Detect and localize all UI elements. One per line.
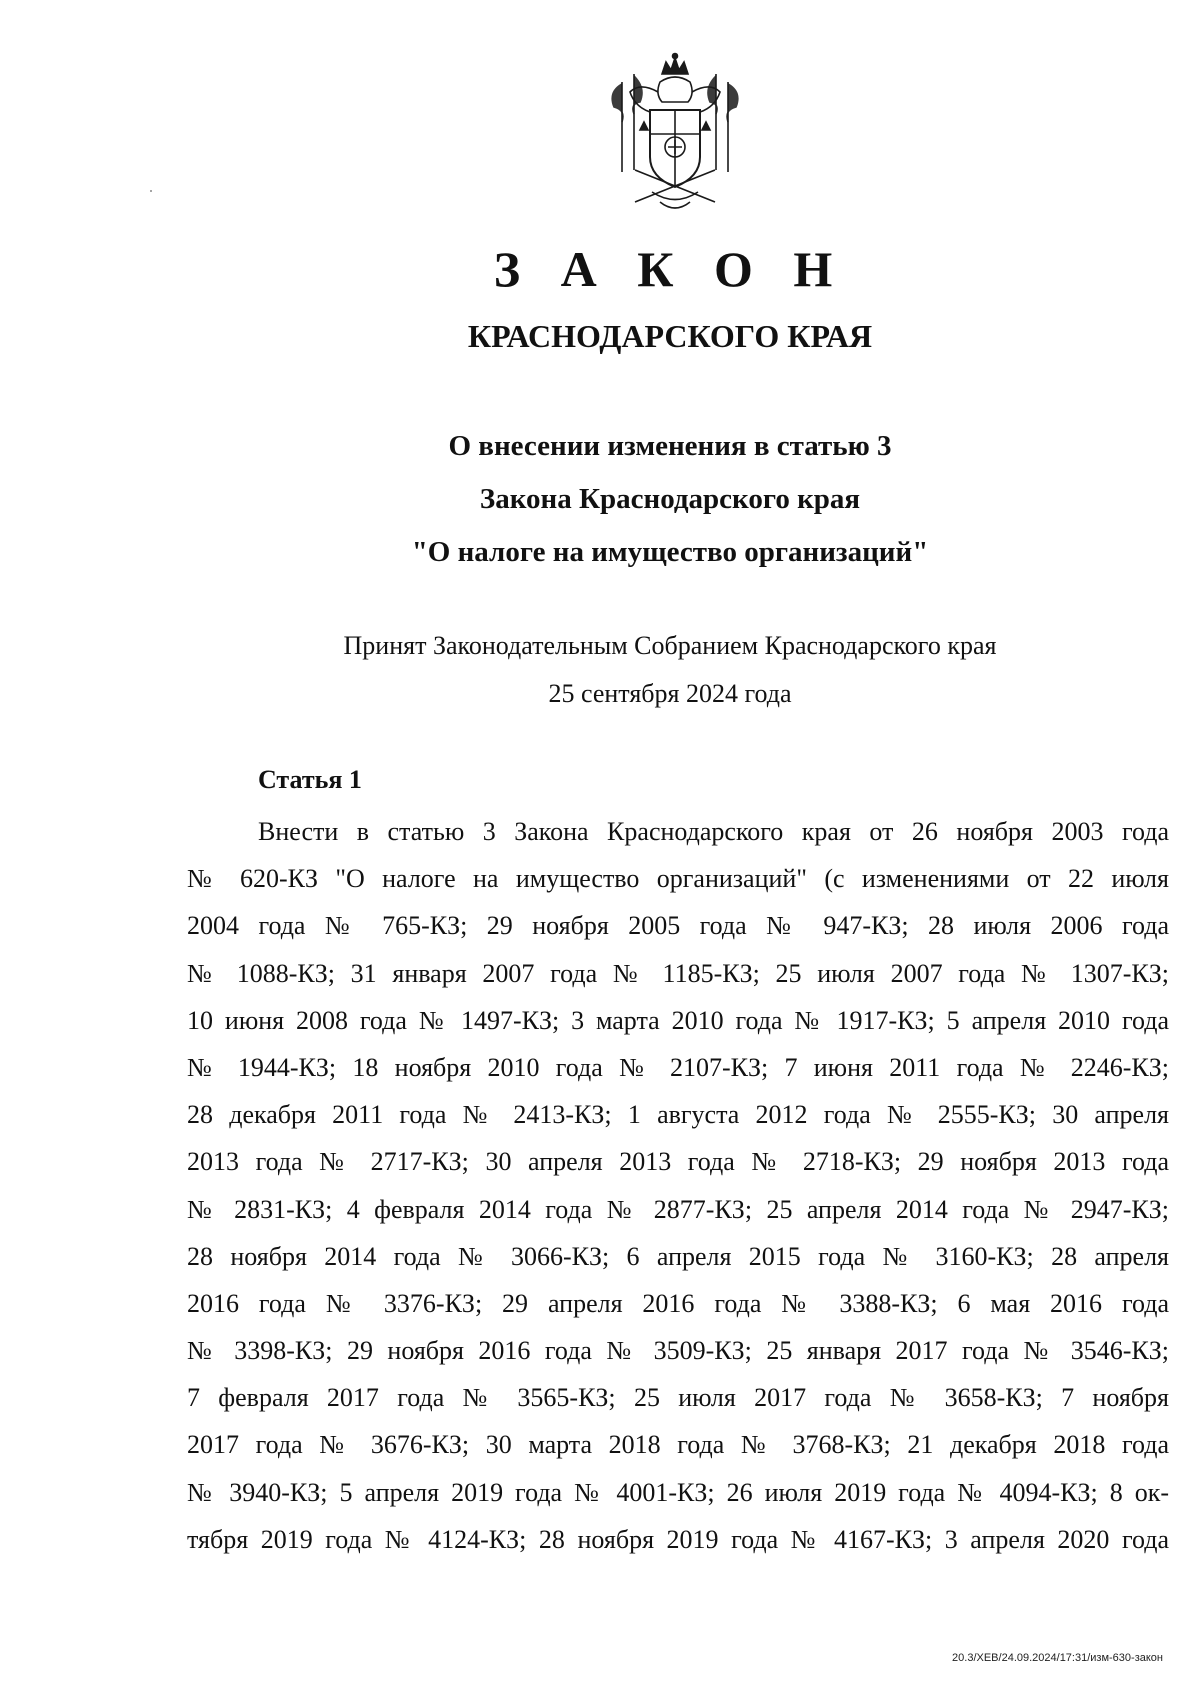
adoption-note bbox=[0, 622, 1200, 718]
article-heading: Статья 1 bbox=[258, 765, 362, 794]
article-line: № 3940-КЗ; 5 апреля 2019 года № 4001-КЗ; 26 июля 2019 года № 4094-КЗ; 8 ок- bbox=[187, 1477, 1169, 1507]
article-line: № 1944-КЗ; 18 ноября 2010 года № 2107-КЗ; 7 июня 2011 года № 2246-КЗ; bbox=[187, 1052, 1169, 1082]
article-line: 2004 года № 765-КЗ; 29 ноября 2005 года № 947-КЗ; 28 июля 2006 года bbox=[187, 911, 1169, 941]
article-line: 2017 года № 3676-КЗ; 30 марта 2018 года № 3768-КЗ; 21 декабря 2018 года bbox=[187, 1430, 1169, 1460]
article-line: № 620-КЗ "О налоге на имущество организаций" (с изменениями от 22 июля bbox=[187, 864, 1169, 894]
article-line: Внести в статью 3 Закона Краснодарского края от 26 ноября 2003 года bbox=[258, 817, 1169, 846]
law-subject bbox=[0, 420, 1200, 579]
article-line: № 3398-КЗ; 29 ноября 2016 года № 3509-КЗ; 25 января 2017 года № 3546-КЗ; bbox=[187, 1336, 1169, 1366]
scan-speck bbox=[150, 190, 152, 192]
article-line: № 1088-КЗ; 31 января 2007 года № 1185-КЗ; 25 июля 2007 года № 1307-КЗ; bbox=[187, 958, 1169, 988]
article-line: 7 февраля 2017 года № 3565-КЗ; 25 июля 2017 года № 3658-КЗ; 7 ноября bbox=[187, 1383, 1169, 1413]
adoption-line: Принят Законодательным Собранием Краснодарского края bbox=[343, 631, 997, 660]
article-line: 2013 года № 2717-КЗ; 30 апреля 2013 года № 2718-КЗ; 29 ноября 2013 года bbox=[187, 1147, 1169, 1177]
article-body bbox=[187, 808, 1169, 1563]
document-footer-code: 20.3/ХЕВ/24.09.2024/17:31/изм-630-закон bbox=[952, 1652, 1163, 1664]
krasnodar-coat-of-arms-icon bbox=[600, 52, 750, 222]
article-line: 2016 года № 3376-КЗ; 29 апреля 2016 года № 3388-КЗ; 6 мая 2016 года bbox=[187, 1288, 1169, 1318]
subject-line: О внесении изменения в статью 3 bbox=[448, 430, 892, 462]
law-title: З А К О Н bbox=[493, 241, 847, 297]
article-line: тября 2019 года № 4124-КЗ; 28 ноября 2019 года № 4167-КЗ; 3 апреля 2020 года bbox=[187, 1524, 1169, 1554]
adoption-date: 25 сентября 2024 года bbox=[548, 679, 792, 708]
article-line: 28 ноября 2014 года № 3066-КЗ; 6 апреля 2015 года № 3160-КЗ; 28 апреля bbox=[187, 1241, 1169, 1271]
subject-line: Закона Краснодарского края bbox=[479, 483, 861, 515]
article-line: № 2831-КЗ; 4 февраля 2014 года № 2877-КЗ; 25 апреля 2014 года № 2947-КЗ; bbox=[187, 1194, 1169, 1224]
subject-line: "О налоге на имущество организаций" bbox=[411, 536, 929, 568]
region-title: КРАСНОДАРСКОГО КРАЯ bbox=[467, 318, 873, 354]
article-line: 10 июня 2008 года № 1497-КЗ; 3 марта 2010 года № 1917-КЗ; 5 апреля 2010 года bbox=[187, 1005, 1169, 1035]
article-line: 28 декабря 2011 года № 2413-КЗ; 1 августа 2012 года № 2555-КЗ; 30 апреля bbox=[187, 1100, 1169, 1130]
